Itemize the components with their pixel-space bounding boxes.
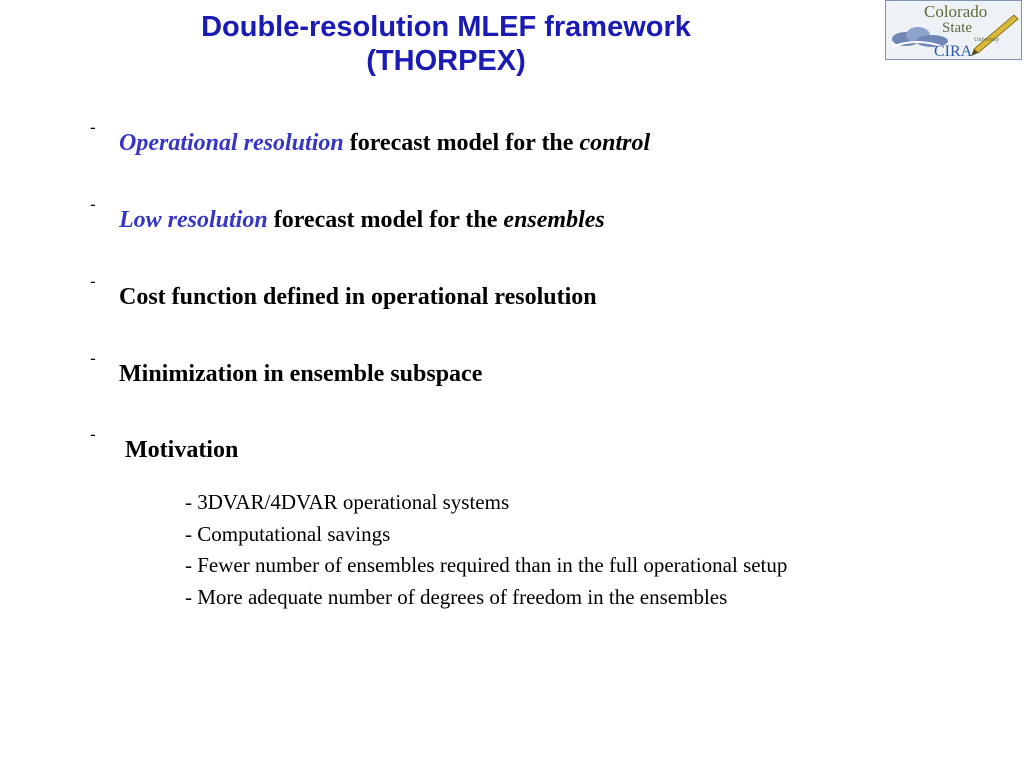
bullet-marker: - [90, 118, 96, 137]
bullet-marker: - [90, 425, 96, 444]
logo-text-state: State [942, 20, 972, 36]
logo-text-colorado: Colorado [924, 2, 988, 21]
slide-title-line-2: (THORPEX) [366, 45, 526, 77]
logo-text-cira: CIRA [934, 43, 973, 59]
logo-text-university: University [974, 37, 1000, 43]
bullet-marker: - [90, 349, 96, 368]
colorado-state-cira-logo [885, 0, 1022, 60]
bullet-keyword: ensembles [503, 207, 605, 233]
bullet-text: Motivation [125, 437, 239, 463]
bullet-text: Cost function defined in operational resolution [119, 284, 597, 310]
motivation-list [185, 487, 787, 613]
motivation-item: - Fewer number of ensembles required than in the full operational setup [185, 553, 788, 577]
bullet-body: forecast model for the [343, 130, 580, 156]
bullet-emphasis: Operational resolution [119, 130, 344, 156]
slide-title-line-1: Double-resolution MLEF framework [201, 11, 691, 43]
bullet-text: Minimization in ensemble subspace [119, 361, 483, 387]
slide-title [0, 10, 892, 78]
bullet-marker: - [90, 195, 96, 214]
motivation-item: - More adequate number of degrees of freedom in the ensembles [185, 584, 728, 609]
bullet-body: forecast model for the [267, 207, 504, 233]
motivation-item: - 3DVAR/4DVAR operational systems [185, 490, 510, 514]
bullet-keyword: control [579, 130, 651, 156]
bullet-text [119, 207, 605, 234]
bullet-marker: - [90, 272, 96, 291]
motivation-item: - Computational savings [185, 521, 391, 546]
bullet-text [119, 130, 650, 157]
bullet-emphasis: Low resolution [119, 207, 268, 233]
